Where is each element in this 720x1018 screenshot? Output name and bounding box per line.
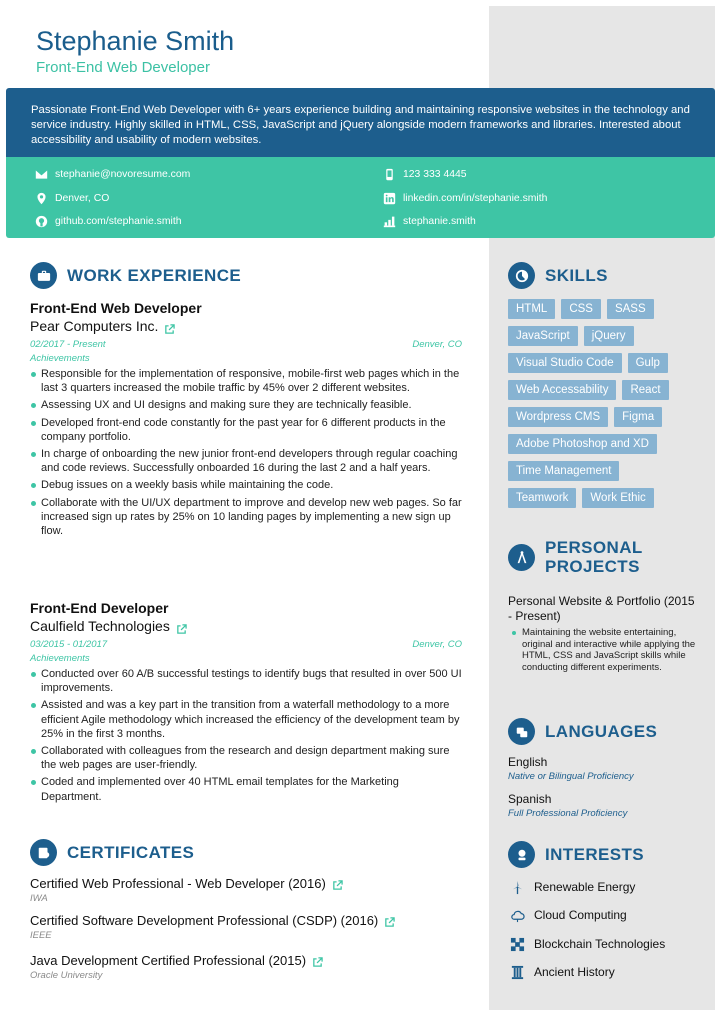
interests-title: INTERESTS <box>545 845 645 864</box>
company-name: Caulfield Technologies <box>30 618 170 634</box>
contact-section <box>6 157 715 238</box>
project-bullets <box>508 627 698 673</box>
skills-list <box>508 299 698 515</box>
job-title: Front-End Web Developer <box>30 300 202 316</box>
certificate-title: Certified Web Professional - Web Developer (2016) <box>30 876 326 891</box>
job-entry <box>30 300 462 541</box>
project-entry <box>508 594 698 673</box>
contact-location-text: Denver, CO <box>55 192 110 204</box>
skill-tag: Figma <box>614 407 662 427</box>
contact-email[interactable] <box>34 167 190 181</box>
languages-title: LANGUAGES <box>545 722 658 741</box>
skills-icon <box>508 262 535 289</box>
candidate-name: Stephanie Smith <box>36 26 235 56</box>
language-entry <box>508 792 698 819</box>
job-title: Front-End Developer <box>30 600 169 616</box>
interests-heading <box>508 841 644 868</box>
interests-icon <box>508 841 535 868</box>
list-item: In charge of onboarding the new junior front-end developers through regular coaching and code reviews. Successfully onboarded 16 during the last 2 and a half years. <box>30 447 462 475</box>
project-title: Personal Website & Portfolio (2015 - Present) <box>508 594 695 623</box>
job-entry <box>30 600 462 807</box>
projects-title-line2: PROJECTS <box>545 557 640 576</box>
job-dates: 03/2015 - 01/2017 <box>30 639 108 650</box>
contact-linkedin-text: linkedin.com/in/stephanie.smith <box>403 192 548 204</box>
contact-phone[interactable] <box>382 167 467 181</box>
resume-header <box>36 26 234 76</box>
contact-github[interactable] <box>34 214 182 228</box>
wind-turbine-icon <box>508 878 526 896</box>
list-item: Collaborate with the UI/UX department to improve and develop new web pages. So far increased sign up rates by 25% on 10 landing pages by implementing a new sign up flow. <box>30 496 462 539</box>
list-item: Maintaining the website entertaining, original and interactive while applying the HTML, CSS and JavaScript skills while conducting different experiments. <box>512 627 698 673</box>
skill-tag: Visual Studio Code <box>508 353 622 373</box>
certificate-issuer: IEEE <box>30 930 52 941</box>
achievements-list <box>30 667 462 804</box>
job-dates: 02/2017 - Present <box>30 339 106 350</box>
work-experience-title: WORK EXPERIENCE <box>67 266 242 285</box>
language-entry <box>508 755 698 782</box>
external-link-icon[interactable] <box>312 956 323 967</box>
projects-title-line1: PERSONAL <box>545 538 643 557</box>
certificate-title-row <box>30 953 462 969</box>
skill-tag: HTML <box>508 299 555 319</box>
certificate-title: Java Development Certified Professional (2015) <box>30 953 307 968</box>
list-item: Conducted over 60 A/B successful testings to identify bugs that resulted in over 500 UI improvements. <box>30 667 462 695</box>
skill-tag: Teamwork <box>508 488 576 508</box>
external-link-icon[interactable] <box>164 321 175 332</box>
contact-website-text: stephanie.smith <box>403 215 476 227</box>
projects-title <box>545 538 643 576</box>
certificate-issuer: Oracle University <box>30 970 103 981</box>
language-name: Spanish <box>508 792 552 806</box>
column-icon <box>508 963 526 981</box>
skill-tag: CSS <box>561 299 601 319</box>
briefcase-icon <box>30 262 57 289</box>
job-meta <box>30 639 462 650</box>
skills-title: SKILLS <box>545 266 608 285</box>
contact-phone-text: 123 333 4445 <box>403 168 467 180</box>
certificate-issuer: IWA <box>30 893 48 904</box>
skill-tag: JavaScript <box>508 326 578 346</box>
contact-website[interactable] <box>382 214 476 228</box>
achievements-label: Achievements <box>30 353 90 364</box>
company-name: Pear Computers Inc. <box>30 318 159 334</box>
certificates-heading <box>30 839 194 866</box>
certificates-title: CERTIFICATES <box>67 843 195 862</box>
work-experience-heading <box>30 262 241 289</box>
skill-tag: Adobe Photoshop and XD <box>508 434 657 454</box>
skill-tag: Web Accessability <box>508 380 616 400</box>
languages-heading <box>508 718 657 745</box>
list-item: Assessing UX and UI designs and making sure they are technically feasible. <box>30 398 462 412</box>
map-pin-icon <box>34 191 48 205</box>
chart-icon <box>382 214 396 228</box>
certificate-title-row <box>30 913 462 929</box>
interest-item <box>508 878 635 896</box>
cloud-icon <box>508 906 526 924</box>
list-item: Responsible for the implementation of responsive, mobile-first web pages which in the last 3 quarters increased the mobile traffic by 45% over 2 different websites. <box>30 367 462 395</box>
job-meta <box>30 339 462 350</box>
language-level: Native or Bilingual Proficiency <box>508 771 634 782</box>
list-item: Debug issues on a weekly basis while maintaining the code. <box>30 478 462 492</box>
certificate-icon <box>30 839 57 866</box>
certificate-title-row <box>30 876 462 892</box>
summary-section <box>6 88 715 157</box>
language-level: Full Professional Proficiency <box>508 808 628 819</box>
interest-item <box>508 906 627 924</box>
contact-github-text: github.com/stephanie.smith <box>55 215 182 227</box>
certificate-entry <box>30 913 462 941</box>
summary-text: Passionate Front-End Web Developer with 6+ years experience building and maintaining responsive websites in the technology and service industry. Highly skilled in HTML, CSS, JavaScript and jQuery alongside modern frameworks and libraries. Interested about accessibility and usability of modern websites. <box>31 104 690 146</box>
skill-tag: Time Management <box>508 461 619 481</box>
achievements-label: Achievements <box>30 653 90 664</box>
skill-tag: Wordpress CMS <box>508 407 608 427</box>
external-link-icon[interactable] <box>176 621 187 632</box>
interest-item <box>508 963 615 981</box>
envelope-icon <box>34 167 48 181</box>
skill-tag: Work Ethic <box>582 488 653 508</box>
list-item: Collaborated with colleagues from the research and design department making sure the web pages are user-friendly. <box>30 744 462 772</box>
interest-item <box>508 935 665 953</box>
certificate-entry <box>30 876 462 904</box>
contact-email-text: stephanie@novoresume.com <box>55 168 191 180</box>
job-location: Denver, CO <box>412 339 462 350</box>
list-item: Assisted and was a key part in the transition from a waterfall methodology to a more efficient Agile methodology which increased the efficiency of the development team by 25% in the first 3 months. <box>30 698 462 741</box>
skill-tag: jQuery <box>584 326 634 346</box>
external-link-icon[interactable] <box>332 879 343 890</box>
skills-heading <box>508 262 608 289</box>
contact-linkedin[interactable] <box>382 191 547 205</box>
candidate-role: Front-End Web Developer <box>36 59 210 76</box>
certificate-entry <box>30 953 462 981</box>
list-item: Coded and implemented over 40 HTML email templates for the Marketing Department. <box>30 775 462 803</box>
company-row <box>30 317 462 335</box>
phone-icon <box>382 167 396 181</box>
skill-tag: Gulp <box>628 353 668 373</box>
linkedin-icon <box>382 191 396 205</box>
interest-label: Ancient History <box>534 965 615 979</box>
contact-location <box>34 191 109 205</box>
interest-label: Cloud Computing <box>534 908 627 922</box>
list-item: Developed front-end code constantly for the past year for 6 different products in the company portfolio. <box>30 416 462 444</box>
blockchain-icon <box>508 935 526 953</box>
skill-tag: SASS <box>607 299 654 319</box>
achievements-list <box>30 367 462 538</box>
compass-icon <box>508 544 535 571</box>
company-row <box>30 617 462 635</box>
projects-heading <box>508 538 643 576</box>
certificate-title: Certified Software Development Professional (CSDP) (2016) <box>30 913 379 928</box>
interest-label: Renewable Energy <box>534 880 636 894</box>
skill-tag: React <box>622 380 668 400</box>
job-location: Denver, CO <box>412 639 462 650</box>
interest-label: Blockchain Technologies <box>534 937 666 951</box>
languages-icon <box>508 718 535 745</box>
github-icon <box>34 214 48 228</box>
external-link-icon[interactable] <box>384 916 395 927</box>
language-name: English <box>508 755 548 769</box>
